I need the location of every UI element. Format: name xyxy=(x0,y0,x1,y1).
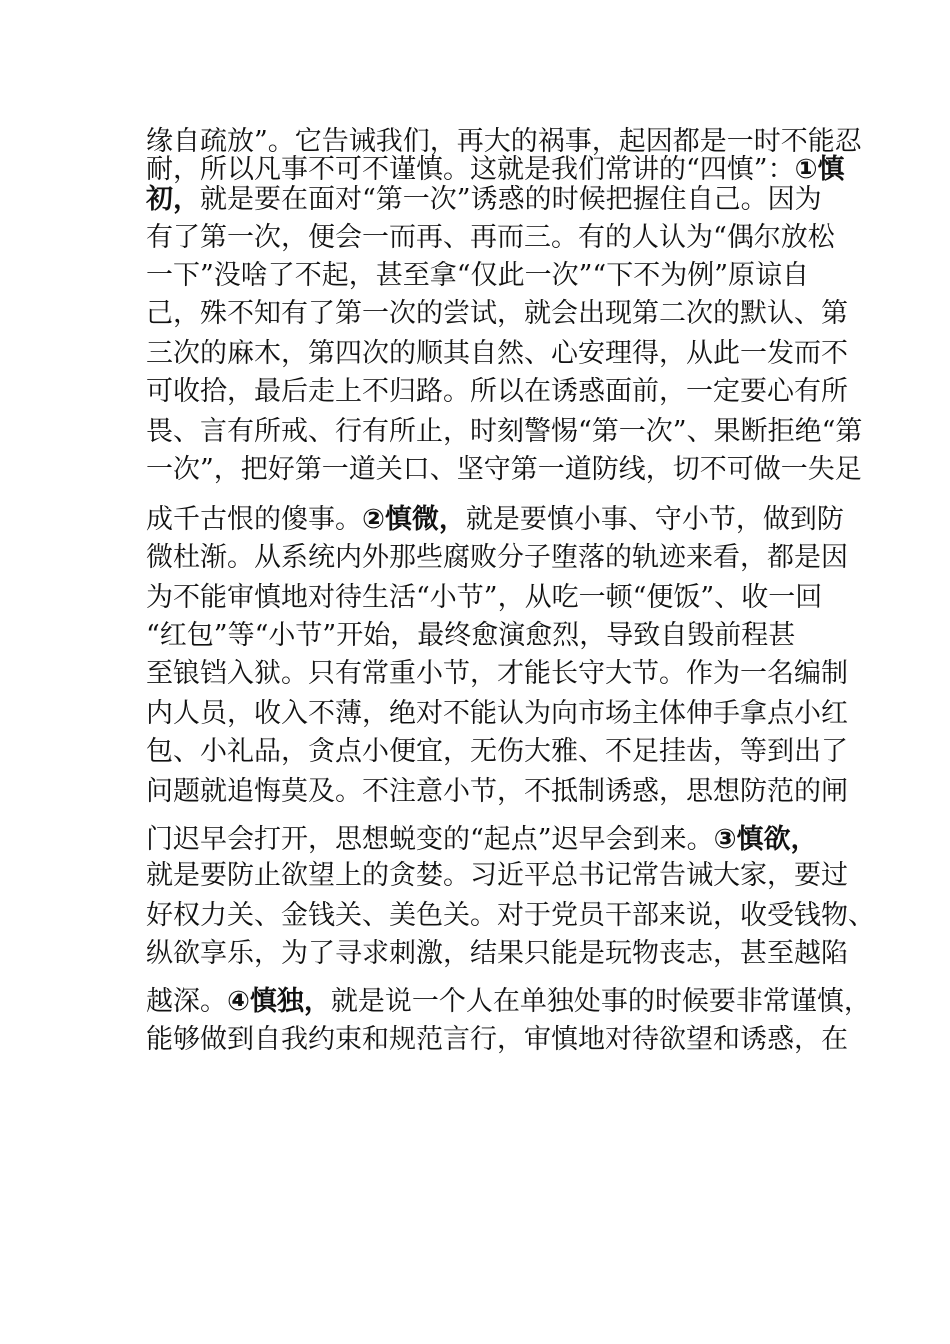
text-line xyxy=(146,986,871,1018)
text-line xyxy=(146,454,862,486)
line-text: 畏、言有所戒、行有所止，时刻警惕“第一次”、果断拒绝“第 xyxy=(146,416,863,447)
text-line xyxy=(146,736,848,768)
line-text: 一次”，把好第一道关口、坚守第一道防线，切不可做一失足 xyxy=(146,454,862,485)
text-line xyxy=(146,154,844,186)
line-text: 能够做到自我约束和规范言行，审慎地对待欲望和诱惑，在 xyxy=(146,1024,848,1055)
line-text: 耐，所以凡事不可不谨慎。这就是我们常讲的“四慎”： xyxy=(146,154,795,185)
text-line xyxy=(146,222,835,254)
text-line xyxy=(146,376,848,408)
text-line xyxy=(146,698,848,730)
text-line xyxy=(146,776,848,808)
line-bold-text: ③慎欲， xyxy=(713,824,818,855)
line-text: 好权力关、金钱关、美色关。对于党员干部来说，收受钱物、 xyxy=(146,900,875,931)
line-bold-text: ④慎独， xyxy=(227,986,331,1017)
line-text: 就是要防止欲望上的贪婪。习近平总书记常告诫大家，要过 xyxy=(146,860,848,891)
text-line xyxy=(146,860,848,892)
line-text: 就是说一个人在单独处事的时候要非常谨慎， xyxy=(330,986,871,1017)
line-text: 为不能审慎地对待生活“小节”，从吃一顿“便饭”、收一回 xyxy=(146,582,823,613)
line-text: 门迟早会打开，思想蜕变的“起点”迟早会到来。 xyxy=(146,824,714,855)
line-text: 包、小礼品，贪点小便宜，无伤大雅、不足挂齿，等到出了 xyxy=(146,736,848,767)
text-line xyxy=(146,542,848,574)
line-text: 越深。 xyxy=(146,986,227,1017)
line-text: 就是要慎小事、守小节，做到防 xyxy=(465,504,844,535)
line-text: 三次的麻木，第四次的顺其自然、心安理得，从此一发而不 xyxy=(146,338,848,369)
text-line xyxy=(146,338,848,370)
text-line xyxy=(146,582,822,614)
line-text: 问题就追悔莫及。不注意小节，不抵制诱惑，思想防范的闸 xyxy=(146,776,848,807)
line-bold-text: ②慎微， xyxy=(362,504,466,535)
line-text: 就是要在面对“第一次”诱惑的时候把握住自己。因为 xyxy=(200,184,822,215)
line-text: 微杜渐。从系统内外那些腐败分子堕落的轨迹来看，都是因 xyxy=(146,542,848,573)
line-text: 内人员，收入不薄，绝对不能认为向市场主体伸手拿点小红 xyxy=(146,698,848,729)
line-text: 己，殊不知有了第一次的尝试，就会出现第二次的默认、第 xyxy=(146,298,848,329)
line-text: 至锒铛入狱。只有常重小节，才能长守大节。作为一名编制 xyxy=(146,658,848,689)
line-text: 成千古恨的傻事。 xyxy=(146,504,362,535)
text-line xyxy=(146,620,795,652)
line-text: 一下”没啥了不起，甚至拿“仅此一次”“下不为例”原谅自 xyxy=(146,260,810,291)
line-text: 可收拾，最后走上不归路。所以在诱惑面前，一定要心有所 xyxy=(146,376,848,407)
text-line xyxy=(146,900,875,932)
text-line xyxy=(146,504,844,536)
line-text: 缘自疏放”。它告诫我们，再大的祸事，起因都是一时不能忍 xyxy=(146,126,862,157)
text-line xyxy=(146,260,809,292)
line-text: 有了第一次，便会一而再、再而三。有的人认为“偶尔放松 xyxy=(146,222,835,253)
text-line xyxy=(146,824,817,856)
text-line xyxy=(146,298,848,330)
text-line xyxy=(146,1024,848,1056)
text-line xyxy=(146,184,822,216)
line-bold-text: ①慎 xyxy=(794,154,845,185)
line-text: 纵欲享乐，为了寻求刺激，结果只能是玩物丧志，甚至越陷 xyxy=(146,938,848,969)
text-line xyxy=(146,938,848,970)
text-line xyxy=(146,658,848,690)
line-text: “红包”等“小节”开始，最终愈演愈烈，导致自毁前程甚 xyxy=(146,620,796,651)
text-line xyxy=(146,416,862,448)
line-bold-text: 初， xyxy=(146,184,200,215)
